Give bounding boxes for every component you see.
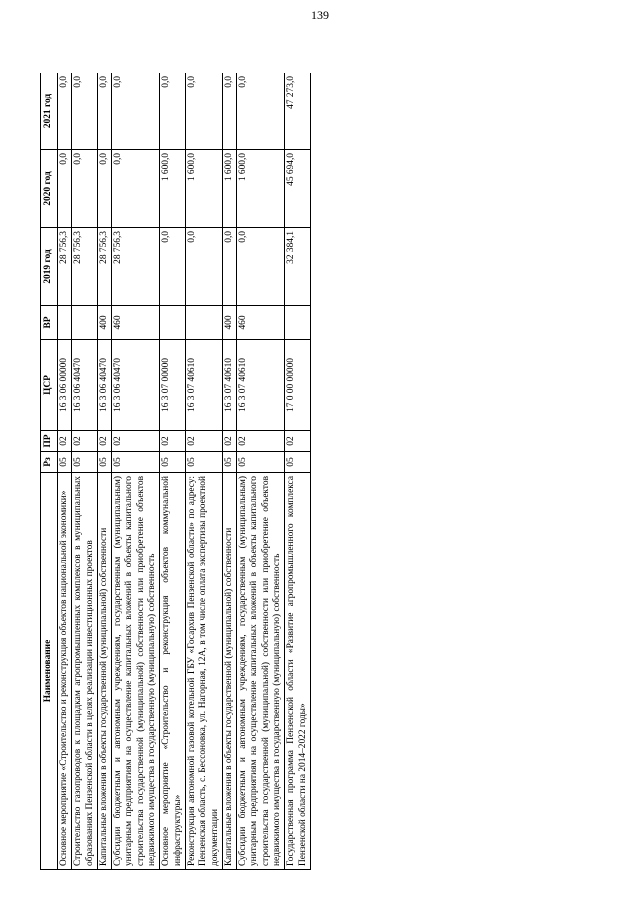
cell-vr: 400 (222, 306, 236, 340)
cell-rz: 05 (97, 452, 111, 473)
cell-2020: 1 600,0 (222, 150, 236, 228)
cell-rz: 05 (72, 452, 98, 473)
rotated-table-frame (40, 73, 598, 870)
cell-2020: 0,0 (58, 150, 72, 228)
cell-name: Капитальные вложения в объекты государственной (муниципальной) собственности (97, 473, 111, 870)
table-row (97, 73, 111, 870)
cell-name: Капитальные вложения в объекты государственной (муниципальной) собственности (222, 473, 236, 870)
cell-2021: 0,0 (72, 73, 98, 150)
cell-pr: 02 (97, 431, 111, 452)
cell-rz: 05 (185, 452, 222, 473)
cell-vr: 460 (112, 306, 160, 340)
table-row (160, 73, 186, 870)
cell-csr: 16 3 07 40610 (222, 340, 236, 431)
cell-2020: 1 600,0 (160, 150, 186, 228)
header-pr: ПР (41, 431, 58, 452)
header-csr: ЦСР (41, 340, 58, 431)
cell-2021: 0,0 (58, 73, 72, 150)
cell-2021: 0,0 (237, 73, 285, 150)
cell-csr: 16 3 06 00000 (58, 340, 72, 431)
cell-pr: 02 (237, 431, 285, 452)
cell-2019: 0,0 (160, 228, 186, 306)
header-vr: ВР (41, 306, 58, 340)
cell-pr: 02 (222, 431, 236, 452)
cell-csr: 16 3 07 40610 (185, 340, 222, 431)
cell-vr (285, 306, 311, 340)
header-name: Наименование (41, 473, 58, 870)
header-2019: 2019 год (41, 228, 58, 306)
table-header-row (41, 73, 58, 870)
header-rz: Рз (41, 452, 58, 473)
cell-2021: 0,0 (160, 73, 186, 150)
cell-2020: 0,0 (72, 150, 98, 228)
cell-2021: 0,0 (185, 73, 222, 150)
cell-2019: 28 756,3 (58, 228, 72, 306)
cell-csr: 16 3 07 00000 (160, 340, 186, 431)
cell-vr: 400 (97, 306, 111, 340)
cell-rz: 05 (112, 452, 160, 473)
cell-rz: 05 (222, 452, 236, 473)
table-row (72, 73, 98, 870)
header-2021: 2021 год (41, 73, 58, 150)
cell-2021: 47 273,0 (285, 73, 311, 150)
table-row (185, 73, 222, 870)
cell-pr: 02 (285, 431, 311, 452)
cell-2019: 0,0 (185, 228, 222, 306)
cell-2020: 45 694,0 (285, 150, 311, 228)
cell-name: Субсидии бюджетным и автономным учреждениям, государственным (муниципальным) унитарным предприятиям на осуществление капитальных вложений в объекты капитального строительства государственной (муниципальной) собственности или приобретение объектов недвижимого имущества в государственную (муниципальную) собственность (237, 473, 285, 870)
cell-name: Государственная программа Пензенской области «Развитие агропромышленного комплекса Пензенской области на 2014–2022 годы» (285, 473, 311, 870)
cell-rz: 05 (160, 452, 186, 473)
cell-pr: 02 (58, 431, 72, 452)
cell-pr: 02 (185, 431, 222, 452)
cell-name: Реконструкция автономной газовой котельной ГБУ «Госархив Пензенской области» по адресу: Пензенская область, с. Бессоновка, ул. Нагорная, 12А, в том числе оплата экспертизы проектной документации (185, 473, 222, 870)
cell-2021: 0,0 (222, 73, 236, 150)
table-row (58, 73, 72, 870)
cell-csr: 16 3 06 40470 (112, 340, 160, 431)
cell-2020: 0,0 (112, 150, 160, 228)
table-body (58, 73, 311, 870)
cell-csr: 16 3 06 40470 (72, 340, 98, 431)
cell-2020: 0,0 (97, 150, 111, 228)
cell-2019: 32 384,1 (285, 228, 311, 306)
cell-csr: 16 3 07 40610 (237, 340, 285, 431)
cell-2019: 28 756,3 (72, 228, 98, 306)
cell-rz: 05 (58, 452, 72, 473)
table-row (112, 73, 160, 870)
cell-vr: 460 (237, 306, 285, 340)
cell-2019: 0,0 (237, 228, 285, 306)
rotated-page-content (40, 73, 598, 870)
cell-2019: 0,0 (222, 228, 236, 306)
cell-2020: 1 600,0 (185, 150, 222, 228)
cell-2021: 0,0 (112, 73, 160, 150)
cell-vr (185, 306, 222, 340)
cell-name: Строительство газопроводов к площадкам агропромышленных комплексов в муниципальных образованиях Пензенской области в целях реализации инвестиционных проектов (72, 473, 98, 870)
cell-name: Основное мероприятие «Строительство и реконструкция объектов национальной экономики» (58, 473, 72, 870)
cell-rz: 05 (285, 452, 311, 473)
table-row (237, 73, 285, 870)
cell-name: Субсидии бюджетным и автономным учреждениям, государственным (муниципальным) унитарным предприятиям на осуществление капитальных вложений в объекты капитального строительства государственной (муниципальной) собственности или приобретение объектов недвижимого имущества в государственную (муниципальную) собственность (112, 473, 160, 870)
cell-2021: 0,0 (97, 73, 111, 150)
table-row (222, 73, 236, 870)
cell-pr: 02 (112, 431, 160, 452)
page-number: 139 (311, 8, 329, 22)
cell-csr: 16 3 06 40470 (97, 340, 111, 431)
table-row (285, 73, 311, 870)
cell-2019: 28 756,3 (97, 228, 111, 306)
cell-rz: 05 (237, 452, 285, 473)
cell-csr: 17 0 00 00000 (285, 340, 311, 431)
cell-2020: 1 600,0 (237, 150, 285, 228)
cell-pr: 02 (72, 431, 98, 452)
cell-name: Основное мероприятие «Строительство и реконструкция объектов коммунальной инфраструктуры» (160, 473, 186, 870)
cell-pr: 02 (160, 431, 186, 452)
cell-vr (72, 306, 98, 340)
budget-table (40, 73, 311, 870)
cell-vr (160, 306, 186, 340)
cell-2019: 28 756,3 (112, 228, 160, 306)
cell-vr (58, 306, 72, 340)
header-2020: 2020 год (41, 150, 58, 228)
